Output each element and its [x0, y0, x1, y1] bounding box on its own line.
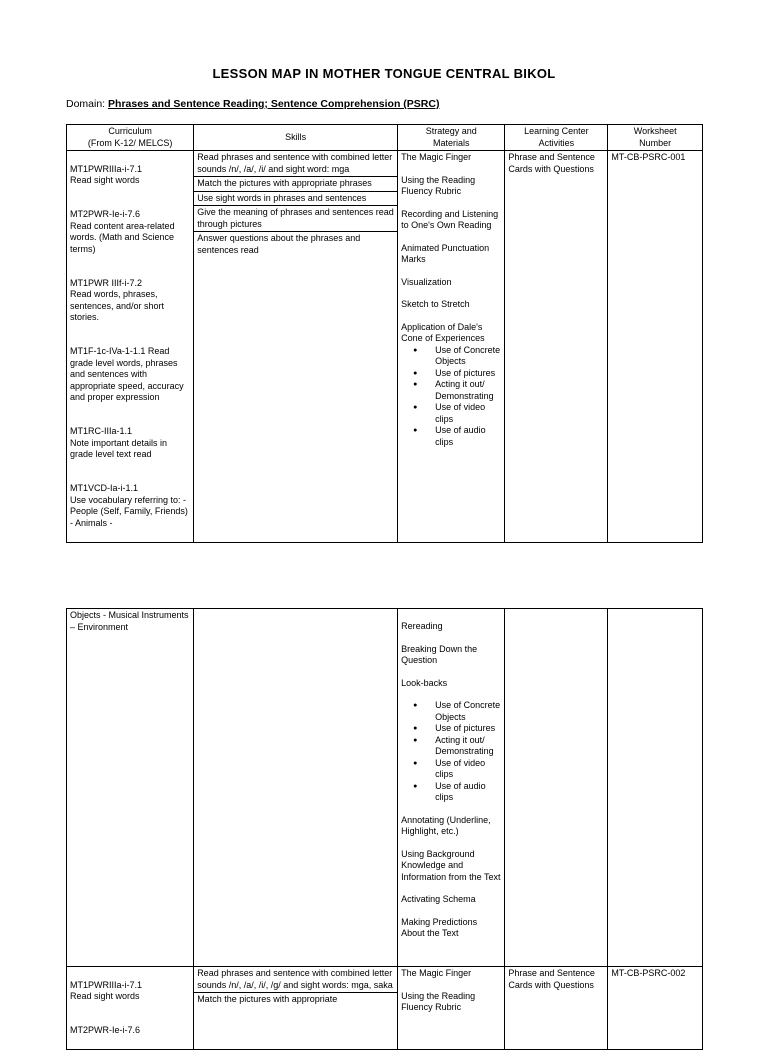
- bullet-item: ● Use of Concrete Objects: [435, 345, 501, 368]
- header-strategy: Strategy and Materials: [398, 125, 505, 151]
- domain-value: Phrases and Sentence Reading; Sentence Comprehension (PSRC): [108, 98, 440, 110]
- curriculum-cell: Objects - Musical Instruments – Environment: [67, 609, 194, 967]
- bullet-item: ● Acting it out/ Demonstrating: [435, 735, 501, 758]
- skill-item: Read phrases and sentence with combined letter sounds /n/, /a/, /i/, /g/ and sight words: mga, saka: [194, 967, 397, 993]
- strategy-item: Making Predictions About the Text: [401, 916, 478, 938]
- table-row: [67, 967, 703, 1050]
- bullet-item: ● Use of pictures: [435, 723, 501, 735]
- domain-label: Domain:: [66, 98, 106, 110]
- skill-item: Match the pictures with appropriate phrases: [194, 177, 397, 192]
- learning-center-cell: Phrase and Sentence Cards with Questions: [505, 967, 608, 1050]
- curriculum-item: MT1PWRIIIa-i-7.1 Read sight words: [70, 979, 143, 1001]
- bullet-item: ● Use of Concrete Objects: [435, 700, 501, 723]
- skill-item: Use sight words in phrases and sentences: [194, 192, 397, 207]
- strategy-cell: [398, 967, 505, 1050]
- strategy-item: The Magic Finger: [401, 152, 472, 162]
- skills-cell: [194, 609, 398, 967]
- worksheet-cell: MT-CB-PSRC-001: [608, 151, 703, 543]
- strategy-item: Application of Dale's Cone of Experiences: [401, 321, 485, 343]
- table-row: [67, 151, 703, 543]
- strategy-item: Annotating (Underline, Highlight, etc.): [401, 814, 491, 836]
- document-title: LESSON MAP IN MOTHER TONGUE CENTRAL BIKOL: [212, 66, 556, 81]
- bullet-item: ● Use of video clips: [435, 402, 501, 425]
- strategy-item: Breaking Down the Question: [401, 643, 478, 665]
- strategy-item: Sketch to Stretch: [401, 299, 470, 309]
- curriculum-item: MT1PWR IIIf-i-7.2 Read words, phrases, sentences, and/or short stories.: [70, 277, 165, 322]
- strategy-cell: [398, 609, 505, 967]
- strategy-item: Rereading: [401, 621, 443, 631]
- curriculum-item: MT1RC-IIIa-1.1 Note important details in grade level text read: [70, 426, 168, 459]
- domain-line: [66, 98, 439, 110]
- strategy-item: Activating Schema: [401, 894, 476, 904]
- table-header-row: [67, 125, 703, 151]
- header-worksheet: Worksheet Number: [608, 125, 703, 151]
- skill-item: Give the meaning of phrases and sentences read through pictures: [194, 206, 397, 232]
- bullet-item: ● Use of video clips: [435, 758, 501, 781]
- strategy-item: Animated Punctuation Marks: [401, 242, 490, 264]
- bullet-item: ● Use of pictures: [435, 368, 501, 380]
- strategy-item: Visualization: [401, 276, 452, 287]
- strategy-cell: [398, 151, 505, 543]
- table-row: [67, 609, 703, 967]
- bullet-item: ● Use of audio clips: [435, 425, 501, 448]
- learning-center-cell: Phrase and Sentence Cards with Questions: [505, 151, 608, 543]
- skill-item: Answer questions about the phrases and sentences read: [197, 233, 361, 255]
- lesson-map-table: [66, 124, 703, 543]
- skill-item: Match the pictures with appropriate: [197, 994, 338, 1004]
- curriculum-cell: [67, 151, 194, 543]
- skill-item: Read phrases and sentence with combined letter sounds /n/, /a/, /i/ and sight word: mga: [194, 151, 397, 177]
- header-curriculum: Curriculum (From K-12/ MELCS): [67, 125, 194, 151]
- strategy-bullet-list: [401, 345, 501, 449]
- lesson-map-table-continued: [66, 608, 703, 1050]
- skills-cell: [194, 151, 398, 543]
- worksheet-cell: MT-CB-PSRC-002: [608, 967, 703, 1050]
- header-learning-center: Learning Center Activities: [505, 125, 608, 151]
- learning-center-cell: [505, 609, 608, 967]
- curriculum-item: MT1PWRIIIa-i-7.1 Read sight words: [70, 163, 143, 185]
- strategy-item: Look-backs: [401, 677, 448, 688]
- bullet-item: ● Use of audio clips: [435, 781, 501, 804]
- curriculum-item: MT2PWR-Ie-i-7.6 Read content area-related words. (Math and Science terms): [70, 209, 175, 254]
- curriculum-item: MT1VCD-Ia-i-1.1 Use vocabulary referring to: - People (Self, Family, Friends) - Animals -: [70, 483, 188, 528]
- worksheet-cell: [608, 609, 703, 967]
- curriculum-cell: [67, 967, 194, 1050]
- bullet-item: ● Acting it out/ Demonstrating: [435, 379, 501, 402]
- strategy-item: The Magic Finger: [401, 968, 472, 978]
- curriculum-item: MT2PWR-Ie-i-7.6: [70, 1025, 141, 1035]
- strategy-bullet-list: [401, 700, 501, 804]
- strategy-item: Using the Reading Fluency Rubric: [401, 990, 476, 1012]
- strategy-item: Recording and Listening to One's Own Reading: [401, 208, 499, 230]
- skills-cell: [194, 967, 398, 1050]
- header-skills: Skills: [194, 125, 398, 151]
- strategy-item: Using the Reading Fluency Rubric: [401, 174, 476, 196]
- curriculum-item: MT1F-1c-IVa-1-1.1 Read grade level words, phrases and sentences with appropriate speed, accuracy and proper expression: [70, 346, 184, 402]
- strategy-item: Using Background Knowledge and Information from the Text: [401, 848, 501, 882]
